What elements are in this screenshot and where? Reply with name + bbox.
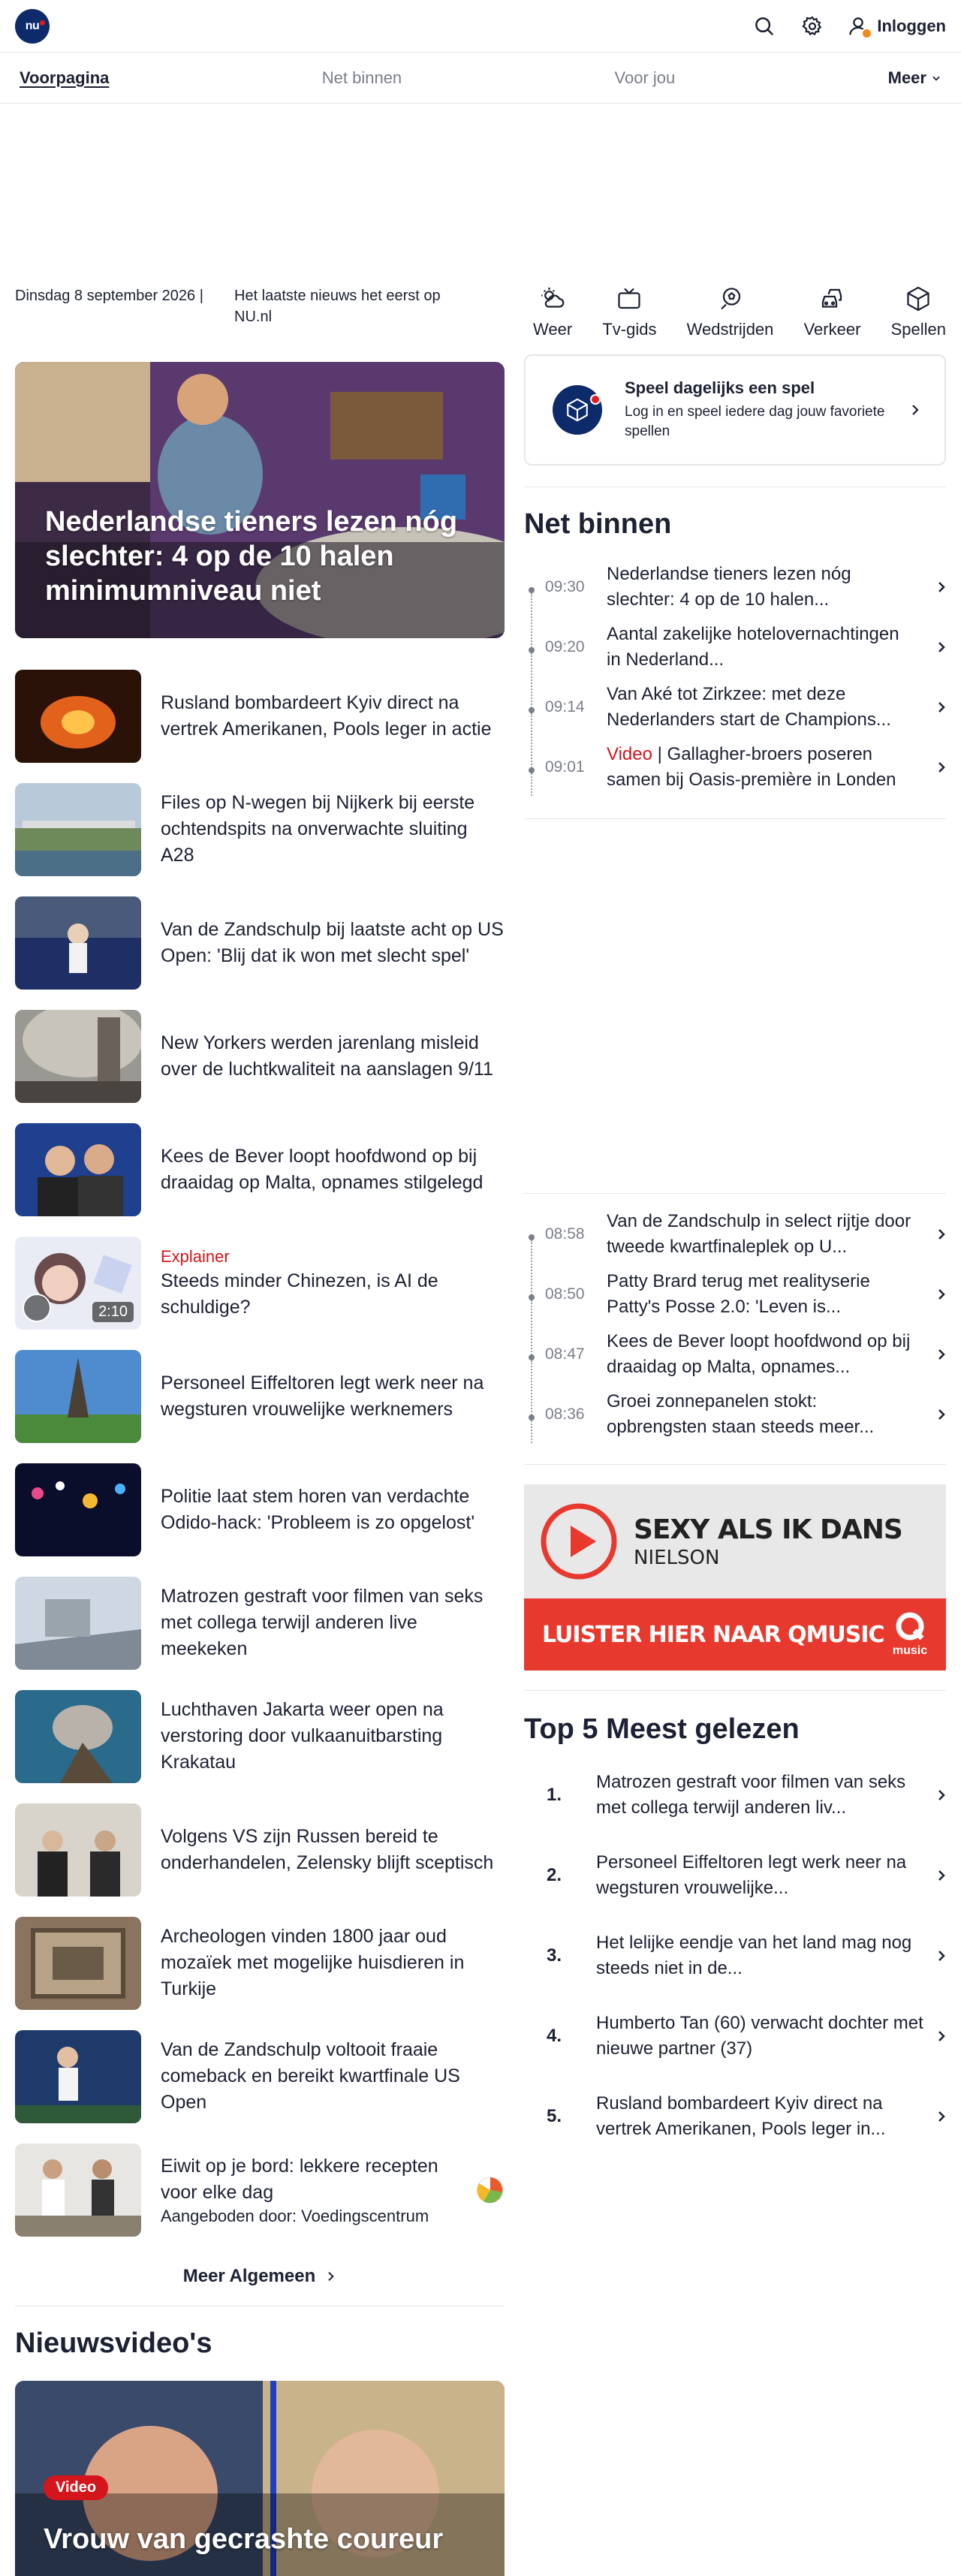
article-title: Volgens VS zijn Russen bereid te onderhandelen, Zelensky blijft sceptisch bbox=[161, 1825, 494, 1873]
sidebar bbox=[524, 278, 946, 2576]
sponsor-label: Aangeboden door: Voedingscentrum bbox=[161, 2207, 429, 2225]
quicklink-games[interactable] bbox=[891, 285, 946, 353]
article-thumbnail bbox=[15, 1690, 141, 1783]
article-item[interactable] bbox=[15, 1339, 505, 1453]
hero-title: Nederlandse tieners lezen nóg slechter: 4 op de 10 halen minimumniveau niet bbox=[45, 506, 458, 607]
list-item[interactable] bbox=[545, 1384, 946, 1445]
article-thumbnail bbox=[15, 1123, 141, 1216]
login-label: Inloggen bbox=[877, 16, 946, 35]
article-thumbnail bbox=[15, 1577, 141, 1670]
quicklink-label: Verkeer bbox=[803, 320, 861, 339]
article-item[interactable] bbox=[15, 886, 505, 999]
item-title: Humberto Tan (60) verwacht dochter met nieuwe partner (37) bbox=[596, 2012, 923, 2059]
article-item[interactable] bbox=[15, 999, 505, 1113]
article-thumbnail bbox=[15, 896, 141, 990]
chevron-right-icon bbox=[931, 701, 946, 713]
qmusic-logo bbox=[892, 1611, 928, 1658]
video-title: Vrouw van gecrashte coureur bbox=[44, 2523, 444, 2555]
chevron-right-icon bbox=[931, 1288, 946, 1300]
list-item[interactable] bbox=[545, 737, 946, 797]
football-icon bbox=[717, 285, 744, 312]
article-thumbnail bbox=[15, 1350, 141, 1443]
videos-heading: Nieuwsvideo's bbox=[15, 2327, 212, 2359]
item-time: 08:50 bbox=[545, 1285, 585, 1303]
net-binnen-list bbox=[524, 557, 946, 797]
video-duration: 2:10 bbox=[92, 1302, 134, 1322]
qmusic-song: SEXY ALS IK DANS bbox=[634, 1514, 902, 1545]
article-list bbox=[15, 659, 505, 2246]
item-title: Matrozen gestraft voor filmen van seks met collega terwijl anderen liv... bbox=[596, 1771, 906, 1818]
current-date: Dinsdag 8 september 2026 | bbox=[15, 288, 203, 304]
more-general-link[interactable] bbox=[15, 2246, 505, 2306]
qmusic-now-playing bbox=[524, 1484, 946, 1598]
video-label: Video bbox=[607, 744, 652, 764]
more-label: Meer bbox=[887, 68, 926, 87]
item-title: Gallagher-broers poseren samen bij Oasis-première in Londen bbox=[607, 744, 896, 790]
article-item[interactable] bbox=[15, 1680, 505, 1793]
article-thumbnail bbox=[15, 1237, 141, 1330]
top-bar bbox=[0, 0, 961, 53]
list-item[interactable] bbox=[545, 617, 946, 677]
article-title: Rusland bombardeert Kyiv direct na vertrek Amerikanen, Pools leger in actie bbox=[161, 691, 492, 740]
article-thumbnail bbox=[15, 1010, 141, 1103]
article-title: Files op N-wegen bij Nijkerk bij eerste ochtendspits na onverwachte sluiting A28 bbox=[161, 792, 475, 866]
divider bbox=[524, 1193, 946, 1194]
games-dot bbox=[590, 394, 601, 405]
chevron-right-icon bbox=[931, 1348, 946, 1360]
chevron-right-icon bbox=[324, 2270, 336, 2282]
item-time: 08:47 bbox=[545, 1345, 585, 1363]
qmusic-banner[interactable] bbox=[524, 1484, 946, 1671]
item-title: Van Aké tot Zirkzee: met deze Nederlanders start de Champions... bbox=[607, 684, 891, 730]
article-item[interactable] bbox=[15, 773, 505, 886]
net-binnen-list-2 bbox=[524, 1204, 946, 1445]
chevron-right-icon bbox=[931, 1950, 946, 1962]
quicklinks bbox=[533, 278, 946, 353]
settings-button[interactable] bbox=[799, 13, 826, 40]
article-thumbnail bbox=[15, 1917, 141, 2010]
sponsored-title: Eiwit op je bord: lekkere recepten voor elke dag bbox=[161, 2156, 438, 2203]
item-time: 09:14 bbox=[545, 698, 585, 716]
qmusic-song-info bbox=[634, 1514, 902, 1569]
top-actions bbox=[751, 13, 946, 40]
item-time: 08:58 bbox=[545, 1225, 585, 1243]
list-item[interactable] bbox=[545, 1324, 946, 1384]
cube-icon bbox=[905, 285, 932, 312]
tagline: Het laatste nieuws het eerst op NU.nl bbox=[234, 288, 441, 325]
list-item[interactable] bbox=[545, 1264, 946, 1324]
chevron-right-icon bbox=[931, 761, 946, 773]
article-title: Van de Zandschulp bij laatste acht op US Open: 'Blij dat ik won met slecht spel' bbox=[161, 918, 504, 966]
car-icon bbox=[818, 285, 845, 312]
item-time: 09:01 bbox=[545, 758, 585, 776]
chevron-right-icon bbox=[931, 641, 946, 653]
weather-icon bbox=[539, 285, 566, 312]
item-title: Nederlandse tieners lezen nóg slechter: 4 op de 10 halen... bbox=[607, 564, 851, 610]
ad-space-sidebar bbox=[524, 819, 946, 1193]
search-icon bbox=[753, 15, 776, 38]
video-card[interactable] bbox=[15, 2381, 505, 2576]
article-title: Luchthaven Jakarta weer open na verstoring door vulkaanuitbarsting Krakatau bbox=[161, 1699, 444, 1773]
article-title: Personeel Eiffeltoren legt werk neer na wegsturen vrouwelijke werknemers bbox=[161, 1372, 484, 1420]
top5-item[interactable] bbox=[524, 1835, 946, 1915]
item-title: Patty Brard terug met realityserie Patty's Posse 2.0: 'Leven is... bbox=[607, 1271, 870, 1317]
top5-section bbox=[524, 1713, 946, 2156]
play-icon bbox=[539, 1502, 619, 1581]
tab-voorpagina[interactable]: Voorpagina bbox=[20, 68, 110, 87]
chevron-right-icon bbox=[931, 2030, 946, 2042]
quicklink-label: Spellen bbox=[890, 320, 946, 339]
games-subtitle: Log in en speel iedere dag jouw favoriete spellen bbox=[625, 404, 885, 439]
item-time: 09:20 bbox=[545, 638, 585, 655]
article-thumbnail bbox=[15, 1463, 141, 1556]
games-text bbox=[625, 378, 886, 441]
hero-article[interactable] bbox=[15, 362, 505, 638]
item-title: Groei zonnepanelen stokt: opbrengsten staan steeds meer... bbox=[607, 1391, 875, 1437]
item-time: 08:36 bbox=[545, 1406, 585, 1423]
gear-icon bbox=[801, 15, 824, 38]
article-text bbox=[161, 1246, 505, 1321]
article-item[interactable] bbox=[15, 2020, 505, 2133]
item-title: Van de Zandschulp in select rijtje door tweede kwartfinaleplek op U... bbox=[607, 1211, 911, 1257]
chevron-right-icon bbox=[931, 1409, 946, 1421]
rank-number: 2. bbox=[547, 1864, 562, 1885]
sponsored-text bbox=[161, 2153, 456, 2226]
article-title: Matrozen gestraft voor filmen van seks met collega terwijl anderen live meekeken bbox=[161, 1586, 484, 1659]
more-general-label: Meer Algemeen bbox=[182, 2265, 316, 2286]
article-thumbnail bbox=[15, 2030, 141, 2123]
article-title: Archeologen vinden 1800 jaar oud mozaïek met mogelijke huisdieren in Turkije bbox=[161, 1926, 465, 1999]
rank-number: 3. bbox=[547, 1945, 562, 1966]
chevron-right-icon bbox=[931, 2111, 946, 2123]
quicklink-tv[interactable] bbox=[602, 285, 656, 353]
qmusic-cta-bar bbox=[524, 1598, 946, 1671]
login-button[interactable] bbox=[847, 15, 946, 38]
article-title: Steeds minder Chinezen, is AI de schuldige? bbox=[161, 1270, 438, 1318]
quicklink-matches[interactable] bbox=[687, 285, 774, 353]
item-title: Het lelijke eendje van het land mag nog steeds niet in de... bbox=[596, 1932, 912, 1978]
user-icon-wrap bbox=[847, 15, 869, 38]
qmusic-artist: NIELSON bbox=[634, 1547, 720, 1569]
tab-net-binnen[interactable]: Net binnen bbox=[321, 68, 402, 87]
item-text: Video | Gallagher-broers poseren samen bij Oasis-première in Londen bbox=[607, 744, 896, 790]
chevron-right-icon bbox=[931, 1228, 946, 1240]
dice-icon bbox=[565, 397, 590, 423]
video-label: Video bbox=[44, 2475, 108, 2500]
article-title: New Yorkers werden jarenlang misleid over de luchtkwaliteit na aanslagen 9/11 bbox=[161, 1032, 493, 1080]
chevron-down-icon bbox=[931, 73, 941, 83]
top5-title: Top 5 Meest gelezen bbox=[524, 1713, 800, 1745]
article-thumbnail bbox=[15, 670, 141, 763]
article-item[interactable] bbox=[15, 1113, 505, 1226]
net-binnen-title: Net binnen bbox=[524, 508, 672, 540]
tab-voor-jou[interactable]: Voor jou bbox=[614, 68, 676, 87]
top5-item[interactable] bbox=[524, 1915, 946, 1996]
more-menu-button[interactable] bbox=[888, 68, 941, 88]
play-icon bbox=[23, 1294, 51, 1322]
games-logo bbox=[553, 385, 602, 435]
article-item[interactable] bbox=[15, 1793, 505, 1906]
nu-logo[interactable] bbox=[15, 9, 50, 44]
rank-number: 1. bbox=[547, 1784, 562, 1805]
dateline bbox=[15, 278, 505, 360]
top5-item[interactable] bbox=[524, 1755, 946, 1835]
divider bbox=[524, 1464, 946, 1465]
top5-item[interactable] bbox=[524, 2076, 946, 2156]
main-column bbox=[15, 278, 505, 2576]
list-item[interactable] bbox=[545, 1204, 946, 1264]
item-title: Kees de Bever loopt hoofdwond op bij draaidag op Malta, opnames... bbox=[607, 1331, 911, 1377]
article-thumbnail bbox=[15, 1803, 141, 1897]
chevron-right-icon bbox=[931, 1869, 946, 1882]
content-area bbox=[0, 278, 961, 2576]
article-kicker: Explainer bbox=[161, 1246, 230, 1266]
logo-dot bbox=[40, 20, 45, 26]
item-time: 09:30 bbox=[545, 578, 585, 595]
qmusic-q-icon bbox=[892, 1611, 928, 1644]
article-title: Kees de Bever loopt hoofdwond op bij draaidag op Malta, opnames stilgelegd bbox=[161, 1145, 484, 1193]
article-thumbnail bbox=[15, 2144, 141, 2237]
item-title: Rusland bombardeert Kyiv direct na vertrek Amerikanen, Pools leger in... bbox=[596, 2092, 886, 2139]
sponsor-logo-icon bbox=[476, 2176, 505, 2204]
games-title: Speel dagelijks een spel bbox=[625, 378, 815, 397]
quicklink-label: Wedstrijden bbox=[686, 320, 774, 339]
rank-number: 4. bbox=[547, 2025, 562, 2046]
qmusic-logo-text: music bbox=[892, 1644, 928, 1657]
chevron-right-icon bbox=[931, 1789, 946, 1801]
chevron-right-icon bbox=[931, 581, 946, 593]
item-title: Aantal zakelijke hotelovernachtingen in Nederland... bbox=[607, 624, 899, 670]
notification-badge bbox=[861, 28, 872, 39]
divider bbox=[524, 1690, 946, 1691]
quicklink-label: Weer bbox=[533, 320, 573, 339]
top5-item[interactable] bbox=[524, 1996, 946, 2076]
chevron-right-icon bbox=[908, 403, 922, 417]
ad-space bbox=[0, 104, 961, 278]
sponsored-article[interactable] bbox=[15, 2133, 505, 2246]
article-title: Van de Zandschulp voltooit fraaie comeback en bereikt kwartfinale US Open bbox=[161, 2039, 460, 2113]
tv-icon bbox=[616, 285, 643, 312]
quicklink-traffic[interactable] bbox=[804, 285, 861, 353]
article-thumbnail bbox=[15, 783, 141, 876]
article-item[interactable] bbox=[15, 1453, 505, 1566]
article-item[interactable] bbox=[15, 659, 505, 773]
article-title: Politie laat stem horen van verdachte Odido-hack: 'Probleem is zo opgelost' bbox=[161, 1485, 475, 1533]
search-button[interactable] bbox=[751, 13, 778, 40]
games-card[interactable] bbox=[524, 354, 946, 465]
quicklink-label: Tv-gids bbox=[602, 320, 657, 339]
article-item[interactable] bbox=[15, 1226, 505, 1339]
article-item[interactable] bbox=[15, 1906, 505, 2020]
item-title: Personeel Eiffeltoren legt werk neer na wegsturen vrouwelijke... bbox=[596, 1851, 907, 1898]
quicklink-weather[interactable] bbox=[533, 285, 572, 353]
list-item[interactable] bbox=[545, 677, 946, 737]
rank-number: 5. bbox=[547, 2105, 562, 2126]
article-item[interactable] bbox=[15, 1566, 505, 1680]
main-nav bbox=[0, 53, 961, 104]
list-item[interactable] bbox=[545, 557, 946, 617]
qmusic-cta: LUISTER HIER NAAR QMUSIC bbox=[542, 1621, 884, 1648]
logo-text: nu bbox=[25, 19, 40, 32]
